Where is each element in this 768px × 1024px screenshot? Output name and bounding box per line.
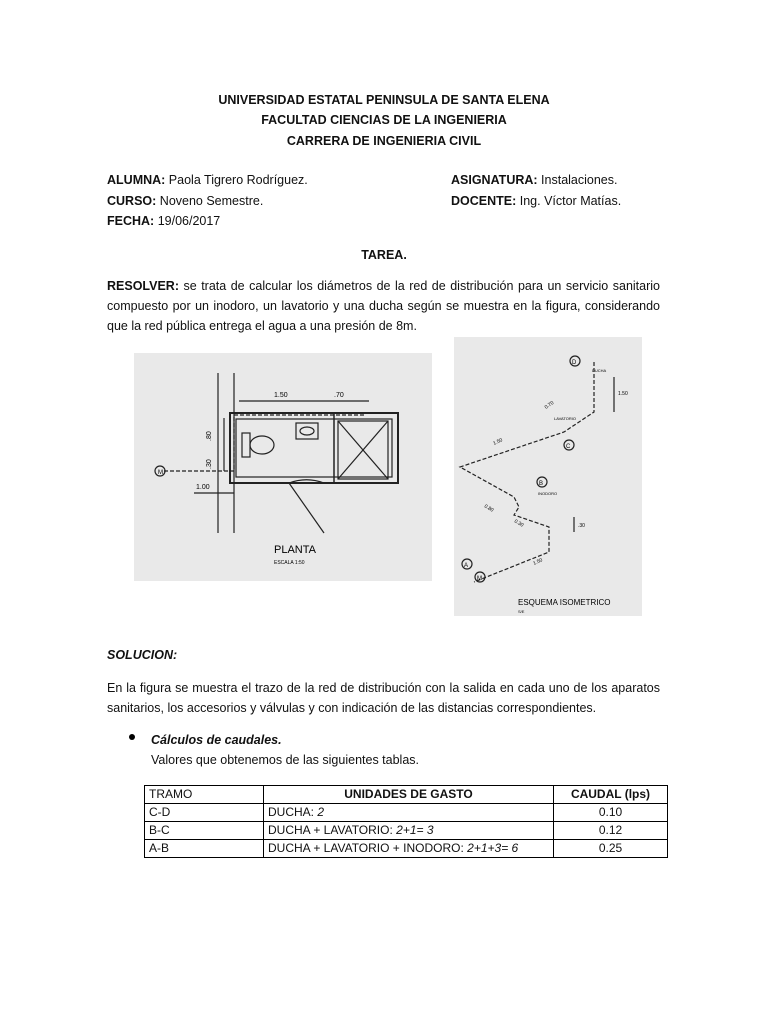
student-line: [107, 173, 308, 187]
career-title: CARRERA DE INGENIERIA CIVIL: [286, 134, 482, 148]
plan-dim-150: 1.50: [274, 392, 288, 399]
iso-meter: M: [477, 576, 482, 582]
iso-dim-030: 0.30: [513, 518, 525, 529]
lavatorio-label: LAVATORIO: [554, 416, 576, 421]
resolver-text: se trata de calcular los diámetros de la red de distribución para un servicio sanitario compuesto por un inodoro, un lavatorio y una ducha según se muestra en la figura, considerando que la red pública entrega el agua a una presión de 8m.: [107, 279, 660, 333]
course-label: CURSO:: [107, 194, 157, 208]
node-a: A: [464, 563, 469, 569]
units-text: DUCHA + LAVATORIO + INODORO:: [268, 841, 468, 855]
teacher-value: Ing. Víctor Matías.: [516, 194, 622, 208]
units-calc: 2: [317, 805, 325, 819]
caudal-cell: 0.25: [554, 840, 668, 858]
plan-drawing: [134, 353, 432, 581]
subject-label: ASIGNATURA:: [451, 173, 538, 187]
caudal-bullet-sub: Valores que obtenemos de las siguientes tablas.: [151, 753, 419, 767]
units-cell: [264, 804, 554, 822]
plan-figure: [134, 353, 432, 581]
inodoro-label: INODORO: [538, 491, 558, 496]
plan-dim-70: .70: [334, 392, 344, 399]
faculty-title: FACULTAD CIENCIAS DE LA INGENIERIA: [261, 113, 507, 127]
subject-value: Instalaciones.: [537, 173, 618, 187]
caudal-table: [144, 785, 668, 858]
caudal-bullet-title: Cálculos de caudales.: [151, 733, 282, 747]
isometric-drawing: [454, 337, 642, 616]
tramo-cell: B-C: [145, 822, 264, 840]
plan-dim-100: 1.00: [196, 484, 210, 491]
solution-paragraph: En la figura se muestra el trazo de la red de distribución con la salida en cada uno de los aparatos sanitarios, los accesorios y válvulas y con indicación de las distancias correspondientes.: [107, 681, 660, 715]
tramo-cell: A-B: [145, 840, 264, 858]
iso-scale: S/E: [518, 609, 525, 614]
iso-dim-030b: .30: [578, 523, 585, 529]
course-value: Noveno Semestre.: [156, 194, 264, 208]
units-calc: 2+1+3= 6: [467, 841, 519, 855]
plan-scale: ESCALA 1:50: [274, 560, 305, 566]
student-label: ALUMNA:: [107, 173, 166, 187]
iso-dim-080: 0.80: [483, 503, 495, 514]
solution-title: SOLUCION:: [107, 648, 178, 662]
units-text: DUCHA + LAVATORIO:: [268, 823, 397, 837]
date-line: [107, 214, 220, 228]
course-line: [107, 194, 263, 208]
header-caudal: CAUDAL (lps): [554, 786, 668, 804]
units-calc: 2+1= 3: [396, 823, 434, 837]
header-tramo: TRAMO: [145, 786, 264, 804]
resolver-paragraph: [107, 276, 660, 336]
tramo-cell: C-D: [145, 804, 264, 822]
date-value: 19/06/2017: [154, 214, 221, 228]
caudal-cell: 0.12: [554, 822, 668, 840]
iso-dim-150-top: 1.50: [618, 391, 628, 397]
header-unidades: UNIDADES DE GASTO: [264, 786, 554, 804]
units-text: DUCHA:: [268, 805, 318, 819]
table-header-row: [145, 786, 668, 804]
plan-title: PLANTA: [274, 544, 316, 556]
iso-title: ESQUEMA ISOMETRICO: [518, 598, 611, 607]
isometric-figure: [454, 337, 642, 616]
table-row: [145, 804, 668, 822]
plan-dim-30: .30: [206, 459, 213, 469]
task-title: TAREA.: [361, 248, 407, 262]
plan-meter-label: M: [158, 470, 163, 476]
ducha-label: DUCHA: [592, 368, 607, 373]
iso-dim-070: 0.70: [543, 400, 556, 411]
iso-dim-150-diag: 1.50: [492, 437, 504, 447]
subject-line: [451, 173, 618, 187]
bullet-dot: [129, 734, 135, 740]
units-cell: [264, 822, 554, 840]
university-title: UNIVERSIDAD ESTATAL PENINSULA DE SANTA ELENA: [218, 93, 550, 107]
caudal-cell: 0.10: [554, 804, 668, 822]
node-b: B: [539, 481, 544, 487]
plan-dim-80: .80: [206, 431, 213, 441]
table-row: [145, 822, 668, 840]
resolver-label: RESOLVER:: [107, 279, 179, 293]
student-value: Paola Tigrero Rodríguez.: [165, 173, 308, 187]
table-row: [145, 840, 668, 858]
node-d: D: [572, 360, 577, 366]
units-cell: [264, 840, 554, 858]
node-c: C: [566, 444, 571, 450]
date-label: FECHA:: [107, 214, 155, 228]
iso-dim-150-bottom: 1.50: [532, 557, 544, 567]
teacher-line: [451, 194, 621, 208]
teacher-label: DOCENTE:: [451, 194, 517, 208]
